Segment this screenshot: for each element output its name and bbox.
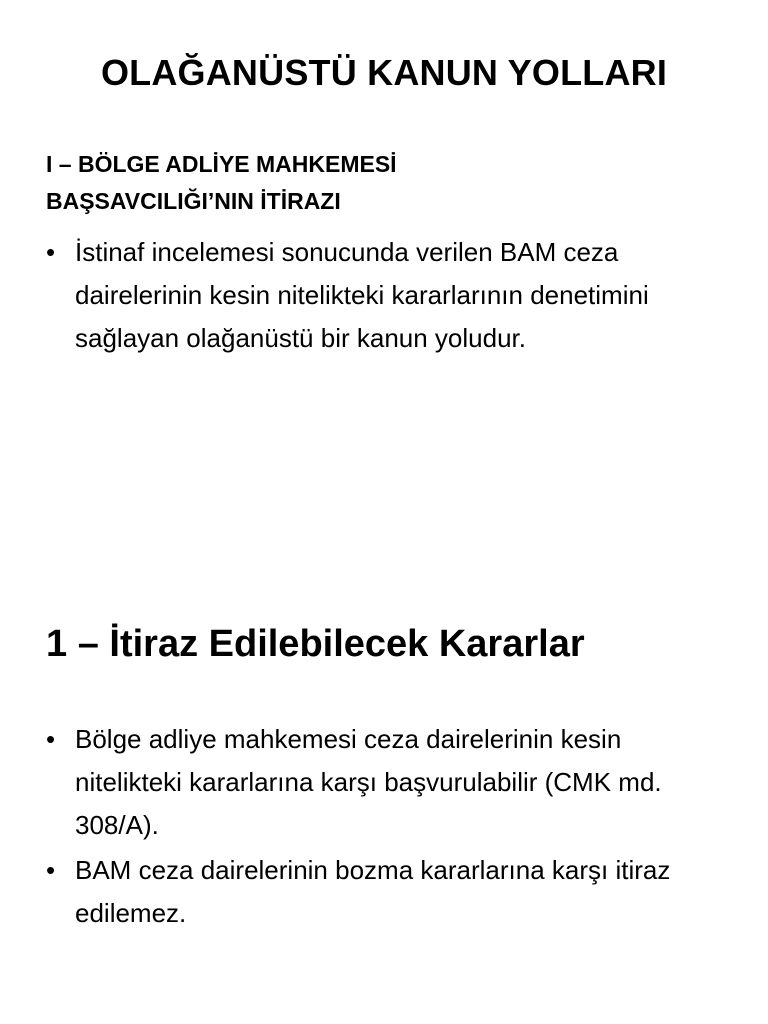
- bullet-text: Bölge adliye mahkemesi ceza dairelerinin kesin nitelikteki kararlarına karşı başvurulabilir (CMK md. 308/A).: [75, 724, 662, 840]
- subheading-line-1: I – BÖLGE ADLİYE MAHKEMESİ: [46, 151, 397, 177]
- bullet-icon: •: [46, 237, 56, 267]
- slide-2: [0, 512, 768, 1024]
- bullet-icon: •: [46, 855, 56, 885]
- bullet-text: İstinaf incelemesi sonucunda verilen BAM ceza dairelerinin kesin nitelikteki kararlarının denetimini sağlayan olağanüstü bir kanun yoludur.: [75, 237, 649, 353]
- subheading-line-2: BAŞSAVCILIĞI’NIN İTİRAZI: [46, 188, 341, 214]
- bullet-item: [46, 849, 726, 935]
- slide-title: OLAĞANÜSTÜ KANUN YOLLARI: [100, 52, 668, 93]
- bullet-list: [46, 231, 726, 362]
- bullet-text: BAM ceza dairelerinin bozma kararlarına karşı itiraz edilemez.: [75, 855, 671, 928]
- section-subheading: [46, 146, 706, 220]
- bullet-item: [46, 231, 726, 360]
- section-title: 1 – İtiraz Edilebilecek Kararlar: [46, 623, 585, 665]
- bullet-icon: •: [46, 724, 56, 754]
- bullet-list: [46, 718, 726, 937]
- bullet-item: [46, 718, 726, 847]
